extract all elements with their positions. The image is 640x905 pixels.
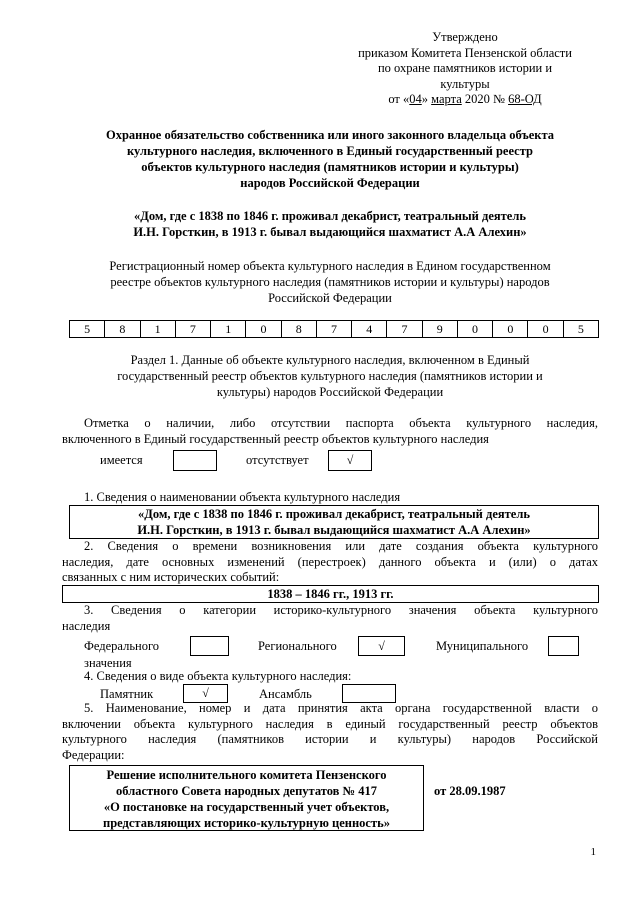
item-2-line: связанных с ним исторических событий: (62, 570, 280, 584)
item-2-line: 2. Сведения о времени возникновения или дате создания объекта культурного (84, 539, 598, 553)
passport-line: Отметка о наличии, либо отсутствии паспорта объекта культурного наследия, (84, 416, 598, 430)
item-1-value-line: «Дом, где с 1838 по 1846 г. проживал декабрист, театральный деятель (138, 507, 530, 521)
object-name (70, 208, 590, 240)
document-title (70, 127, 590, 191)
registration-digit: 0 (493, 321, 528, 337)
title-line: Охранное обязательство собственника или иного законного владельца объекта (105, 128, 555, 142)
item-1-value-line: И.Н. Горсткин, в 1913 г. бывал выдающийся шахматист А.А Алехин» (137, 523, 531, 537)
item-5-line: включении объекта культурного наследия в единый государственный реестр объектов (62, 716, 598, 731)
type-ensemble-label: Ансамбль (259, 687, 312, 701)
act-title-line: областного Совета народных депутатов № 417 (116, 784, 377, 798)
item-2-paragraph (62, 539, 598, 586)
act-title-line: «О постановке на государственный учет объектов, (103, 800, 390, 814)
category-tail: значения (84, 656, 132, 670)
section-line: культуры) народов Российской Федерации (216, 385, 444, 399)
approval-date: от «04» марта 2020 № 68-ОД (388, 92, 542, 106)
section-line: Раздел 1. Данные об объекте культурного наследия, включенном в Единый (130, 353, 530, 367)
passport-absent-checkbox[interactable]: √ (328, 450, 372, 471)
registration-digit: 4 (352, 321, 387, 337)
act-title-line: представляющих историко-культурную ценность» (103, 816, 390, 830)
category-regional-label: Регионального (258, 639, 337, 653)
item-1-heading-text: 1. Сведения о наименовании объекта культурного наследия (84, 490, 401, 504)
category-municipal-label: Муниципального (436, 639, 529, 653)
item-4-heading-text: 4. Сведения о виде объекта культурного наследия: (84, 669, 352, 683)
item-5-paragraph (62, 701, 598, 763)
item-5-line: 5. Наименование, номер и дата принятия акта органа государственной власти о (84, 701, 598, 715)
registration-digit: 0 (246, 321, 281, 337)
object-name-line: «Дом, где с 1838 по 1846 г. проживал декабрист, театральный деятель (134, 209, 526, 223)
page-number: 1 (590, 846, 596, 858)
approval-month: марта (431, 92, 462, 106)
approval-line: Утверждено (432, 30, 498, 44)
registration-digit: 0 (528, 321, 563, 337)
registration-digit: 7 (317, 321, 352, 337)
registration-number (69, 320, 599, 338)
registration-caption (70, 258, 590, 306)
registration-digit: 5 (70, 321, 105, 337)
category-federal-checkbox[interactable] (190, 636, 229, 656)
item-2-line: наследия, дате основных изменений (перестроек) данного объекта и (или) о датах (62, 554, 598, 569)
approval-line: по охране памятников истории и (377, 61, 553, 75)
category-municipal-checkbox[interactable] (548, 636, 579, 656)
act-title-line: Решение исполнительного комитета Пензенского (106, 768, 387, 782)
object-name-line: И.Н. Горсткин, в 1913 г. бывал выдающийся шахматист А.А Алехин» (133, 225, 527, 239)
registration-digit: 1 (211, 321, 246, 337)
item-1-heading (62, 490, 598, 506)
type-monument-checkbox[interactable]: √ (183, 684, 228, 703)
act-title-box (69, 765, 424, 831)
registration-digit: 8 (282, 321, 317, 337)
registration-digit: 7 (176, 321, 211, 337)
registration-digit: 7 (387, 321, 422, 337)
passport-paragraph (62, 416, 598, 447)
passport-line: включенного в Единый государственный реестр объектов культурного наследия (62, 431, 489, 446)
item-3-line: 3. Сведения о категории историко-культурного значения объекта культурного (84, 603, 598, 617)
registration-digit: 8 (105, 321, 140, 337)
passport-absent-label: отсутствует (246, 453, 309, 467)
registration-line: Регистрационный номер объекта культурного наследия в Едином государственном (109, 259, 551, 273)
category-federal-label: Федерального (84, 639, 160, 653)
title-line: народов Российской Федерации (240, 176, 420, 190)
item-3-paragraph (62, 603, 598, 634)
approval-block (330, 30, 600, 108)
item-2-value-box: 1838 – 1846 гг., 1913 гг. (62, 585, 599, 603)
registration-digit: 9 (423, 321, 458, 337)
passport-has-checkbox[interactable] (173, 450, 217, 471)
section-line: государственный реестр объектов культурного наследия (памятников истории и (117, 369, 543, 383)
section-1-heading (70, 352, 590, 400)
act-date: от 28.09.1987 (434, 784, 506, 798)
registration-digit: 5 (577, 322, 584, 336)
item-3-line: наследия (62, 618, 111, 633)
approval-day: 04 (409, 92, 422, 106)
registration-digit: 0 (458, 321, 493, 337)
type-monument-label: Памятник (100, 687, 154, 701)
passport-has-label: имеется (100, 453, 143, 467)
approval-line: культуры (440, 76, 490, 91)
item-5-line: культурного наследия (памятников истории и культуры) народов Российской (62, 732, 598, 746)
title-line: культурного наследия, включенного в Единый государственный реестр (127, 144, 533, 158)
approval-line: приказом Комитета Пензенской области (358, 45, 572, 60)
item-4-heading (62, 669, 598, 685)
item-1-value-box (69, 505, 599, 539)
title-line: объектов культурного наследия (памятников истории и культуры) (141, 160, 519, 174)
registration-line: реестре объектов культурного наследия (памятников истории и культуры) народов (110, 275, 550, 289)
item-5-line: Федерации: (62, 747, 125, 762)
approval-order-number: 68-ОД (508, 92, 542, 106)
registration-digit: 1 (141, 321, 176, 337)
registration-line: Российской Федерации (268, 291, 392, 305)
category-regional-checkbox[interactable]: √ (358, 636, 405, 656)
